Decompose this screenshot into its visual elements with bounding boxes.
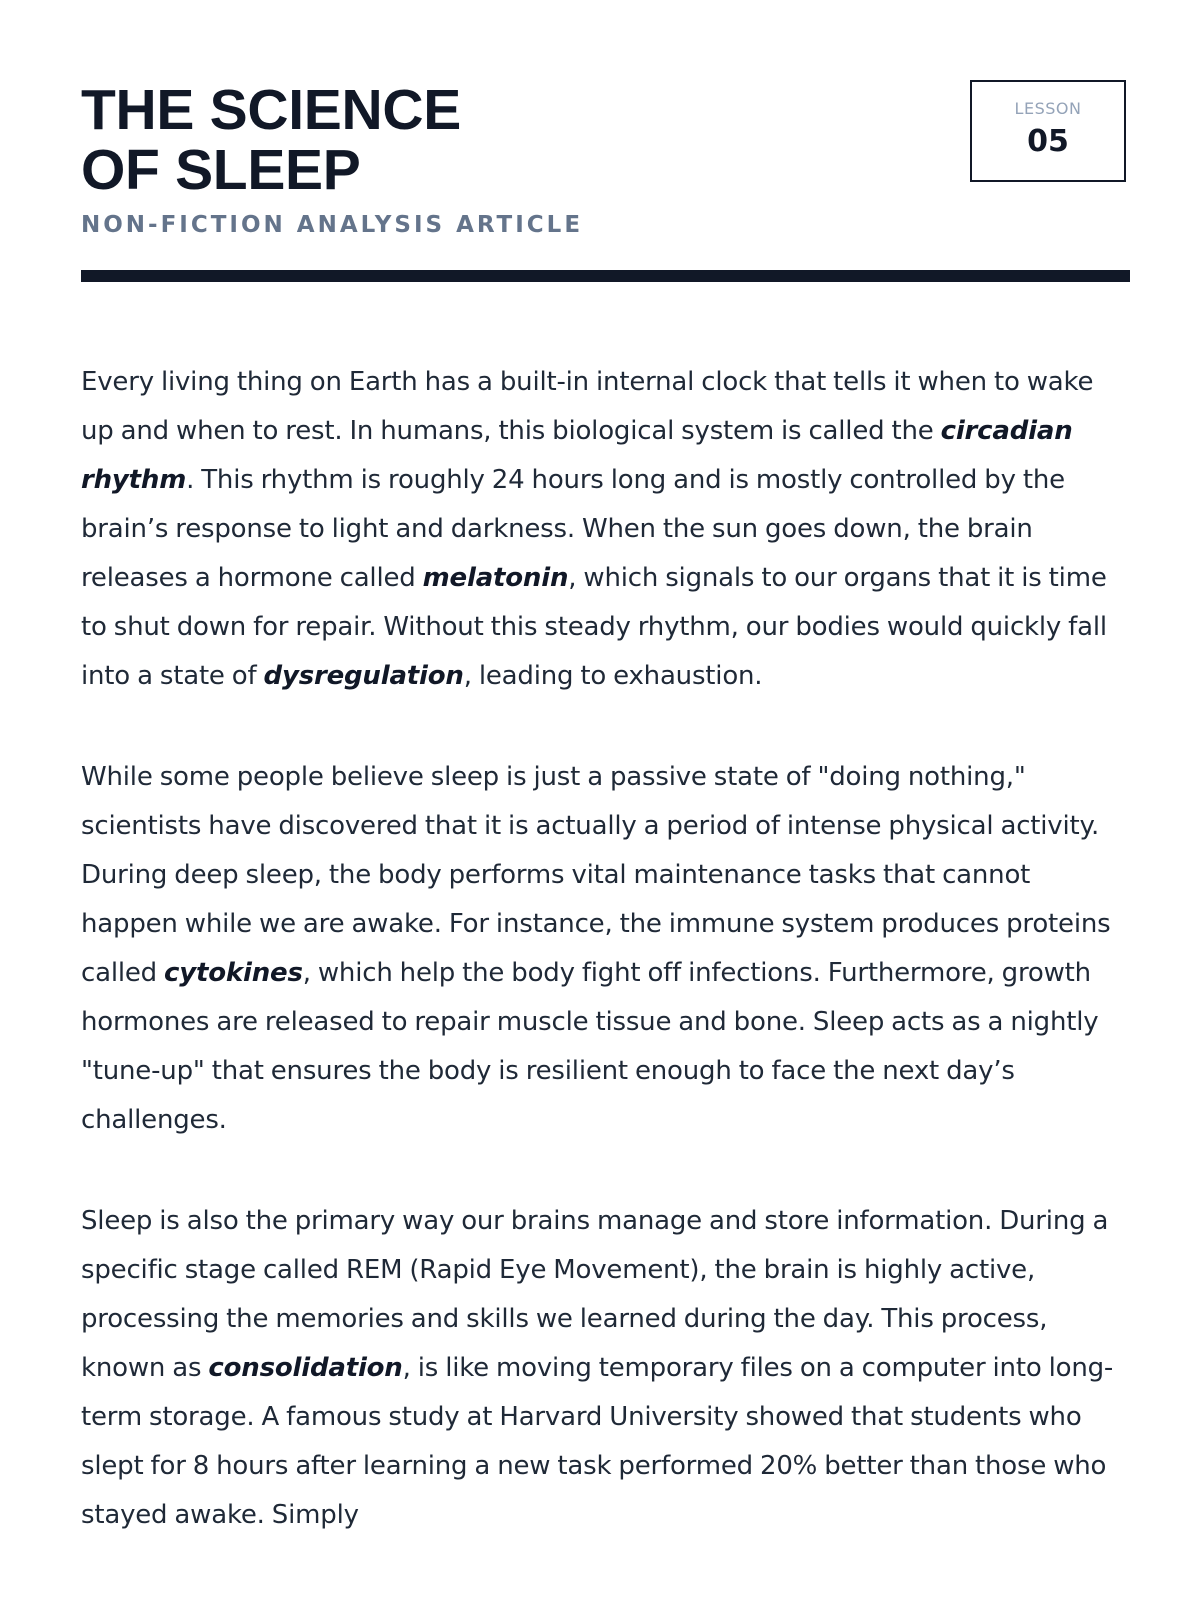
paragraph-text: , is like moving temporary files on a computer into long-term storage. A famous study at Harvard University showed that students who slept for 8 hours after learning a new task performed 20% better than those who stayed awake. Simply <box>81 1353 1114 1530</box>
paragraph-text: , leading to exhaustion. <box>463 661 763 691</box>
lesson-number: 05 <box>1027 124 1069 159</box>
paragraph-text: . This rhythm is roughly 24 hours long and is mostly controlled by the brain’s response to light and darkness. When the sun goes down, the brain releases a hormone called <box>81 465 1065 593</box>
key-term-circadian-rhythm: circadian rhythm <box>81 416 1073 495</box>
paragraph-text: While some people believe sleep is just a passive state of "doing nothing," scientists have discovered that it is actually a period of intense physical activity. During deep sleep, the body performs vital maintenance tasks that cannot happen while we are awake. For instance, the immune system produces proteins called <box>81 762 1111 988</box>
paragraph-text: Sleep is also the primary way our brains manage and store information. During a specific stage called REM (Rapid Eye Movement), the brain is highly active, processing the memories and skills we learned during the day. This process, known as <box>81 1206 1109 1383</box>
key-term-dysregulation: dysregulation <box>263 661 464 691</box>
paragraph-text: , which signals to our organs that it is time to shut down for repair. Without this steady rhythm, our bodies would quickly fall into a state of <box>81 563 1107 691</box>
key-term-consolidation: consolidation <box>208 1353 403 1383</box>
document-page <box>81 0 1130 1530</box>
paragraph-text: Every living thing on Earth has a built-in internal clock that tells it when to wake up and when to rest. In humans, this biological system is called the <box>81 367 1094 446</box>
key-term-melatonin: melatonin <box>422 563 569 593</box>
lesson-label: LESSON <box>1014 99 1082 118</box>
page-subtitle: NON-FICTION ANALYSIS ARTICLE <box>81 212 584 238</box>
lesson-badge <box>970 80 1126 182</box>
article-body <box>81 358 1130 1592</box>
paragraph-text: , which help the body fight off infections. Furthermore, growth hormones are released to repair muscle tissue and bone. Sleep acts as a nightly "tune-up" that ensures the body is resilient enough to face the next day’s challenges. <box>81 958 1099 1135</box>
paragraph-memory <box>81 1197 1130 1540</box>
paragraph-circadian <box>81 358 1130 701</box>
paragraph-repair <box>81 753 1130 1145</box>
page-title: THE SCIENCE OF SLEEP <box>81 78 461 202</box>
document-header <box>81 0 1130 282</box>
key-term-cytokines: cytokines <box>164 958 303 988</box>
header-divider <box>81 270 1130 282</box>
